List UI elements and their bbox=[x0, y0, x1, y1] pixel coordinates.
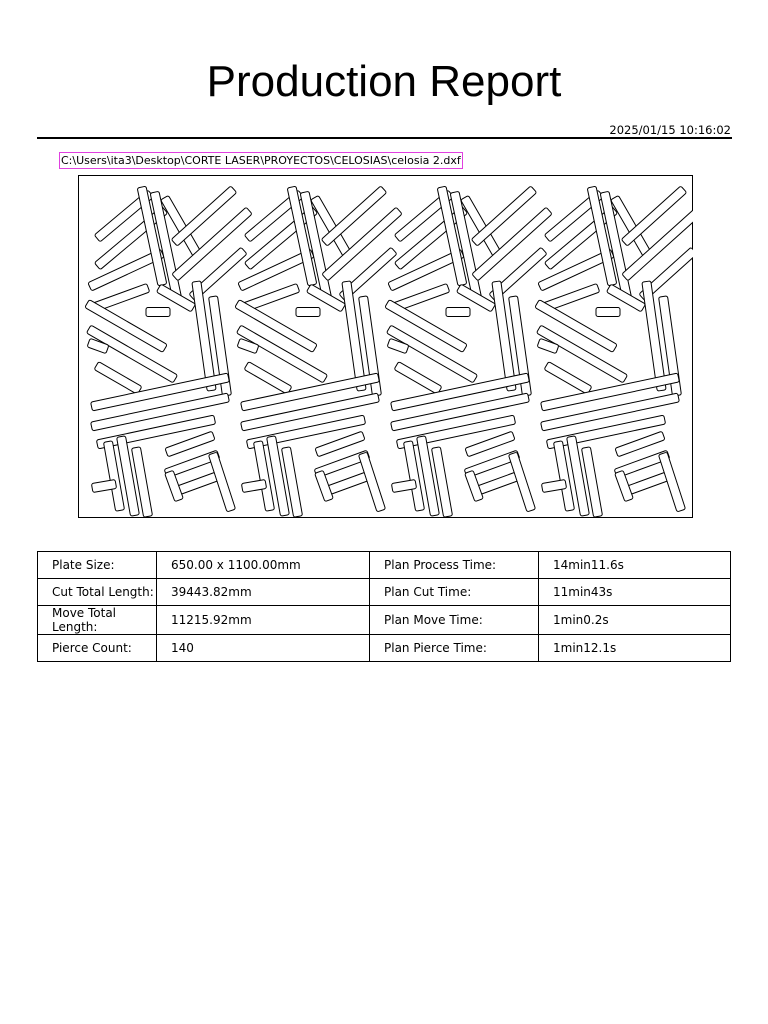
lattice-slot bbox=[322, 207, 402, 281]
plan-pierce-time-label: Plan Pierce Time: bbox=[370, 635, 539, 662]
title-rule bbox=[37, 137, 732, 139]
lattice-pattern bbox=[78, 175, 693, 518]
lattice-slot bbox=[172, 207, 252, 281]
lattice-slot bbox=[615, 431, 665, 457]
lattice-slot bbox=[165, 431, 215, 457]
cut-slots bbox=[85, 186, 693, 517]
plan-cut-time-label: Plan Cut Time: bbox=[370, 579, 539, 606]
move-total-length-label: Move Total Length: bbox=[38, 606, 157, 635]
plan-move-time-label: Plan Move Time: bbox=[370, 606, 539, 635]
lattice-slot bbox=[465, 431, 515, 457]
stats-row-plate-size bbox=[38, 552, 731, 579]
pierce-count-value: 140 bbox=[157, 635, 370, 662]
lattice-slot bbox=[596, 308, 620, 317]
pierce-count-label: Pierce Count: bbox=[38, 635, 157, 662]
stats-row-pierce-count bbox=[38, 635, 731, 662]
cut-total-length-label: Cut Total Length: bbox=[38, 579, 157, 606]
lattice-slot bbox=[472, 207, 552, 281]
lattice-slot bbox=[244, 362, 292, 395]
cut-drawing-preview bbox=[78, 175, 693, 518]
plan-cut-time-value: 11min43s bbox=[539, 579, 731, 606]
plate-size-value: 650.00 x 1100.00mm bbox=[157, 552, 370, 579]
lattice-slot bbox=[146, 308, 170, 317]
report-title: Production Report bbox=[206, 57, 562, 106]
lattice-slot bbox=[446, 308, 470, 317]
plan-process-time-label: Plan Process Time: bbox=[370, 552, 539, 579]
lattice-slot bbox=[544, 362, 592, 395]
plan-move-time-value: 1min0.2s bbox=[539, 606, 731, 635]
lattice-slot bbox=[94, 362, 142, 395]
report-timestamp: 2025/01/15 10:16:02 bbox=[609, 123, 731, 137]
lattice-slot bbox=[296, 308, 320, 317]
file-path-label[interactable]: C:\Users\ita3\Desktop\CORTE LASER\PROYECTOS\CELOSIAS\celosia 2.dxf bbox=[61, 154, 461, 167]
stats-table bbox=[37, 551, 731, 662]
lattice-slot bbox=[315, 431, 365, 457]
plan-pierce-time-value: 1min12.1s bbox=[539, 635, 731, 662]
stats-row-cut-length bbox=[38, 579, 731, 606]
plan-process-time-value: 14min11.6s bbox=[539, 552, 731, 579]
cut-total-length-value: 39443.82mm bbox=[157, 579, 370, 606]
lattice-slot bbox=[394, 362, 442, 395]
plate-size-label: Plate Size: bbox=[38, 552, 157, 579]
move-total-length-value: 11215.92mm bbox=[157, 606, 370, 635]
stats-row-move-length bbox=[38, 606, 731, 635]
